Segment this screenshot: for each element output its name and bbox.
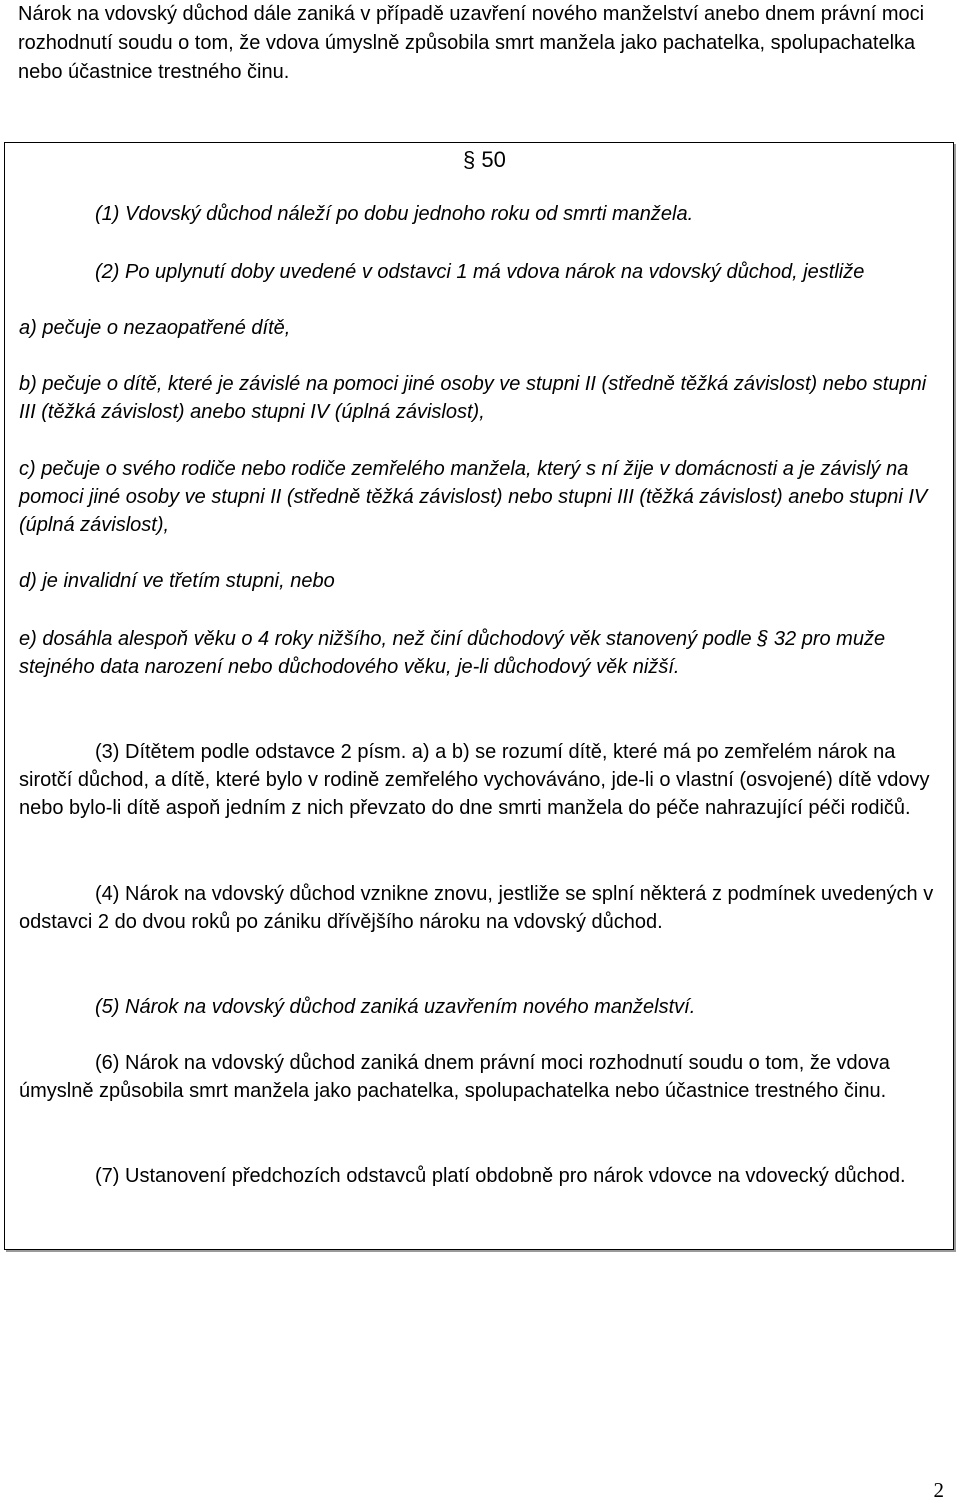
paragraph-2d: d) je invalidní ve třetím stupni, nebo: [19, 570, 335, 592]
paragraph-2e: e) dosáhla alespoň věku o 4 roky nižšího, než činí důchodový věk stanovený podle § 32 pro muže stejného data narození nebo důchodového věku, je-li důchodový věk nižší.: [19, 628, 886, 678]
section-heading: § 50: [463, 147, 506, 172]
section-box: [4, 142, 954, 1250]
paragraph-2b: b) pečuje o dítě, které je závislé na pomoci jiné osoby ve stupni II (středně těžká závislost) nebo stupni III (těžká závislost) anebo stupni IV (úplná závislost),: [19, 373, 927, 423]
paragraph-2c: c) pečuje o svého rodiče nebo rodiče zemřelého manžela, který s ní žije v domácnosti a je závislý na pomoci jiné osoby ve stupni II (středně těžká závislost) nebo stupni III (těžká závislost) anebo stupni IV (úplná závislost),: [19, 458, 928, 536]
page-number: 2: [933, 1478, 944, 1502]
paragraph-6: (6) Nárok na vdovský důchod zaniká dnem právní moci rozhodnutí soudu o tom, že vdova úmyslně způsobila smrt manžela jako pachatelka, spolupachatelka nebo účastnice trestného činu.: [19, 1052, 890, 1102]
intro-paragraph: Nárok na vdovský důchod dále zaniká v případě uzavření nového manželství anebo dnem právní moci rozhodnutí soudu o tom, že vdova úmyslně způsobila smrt manžela jako pachatelka, spolupachatelka nebo účastnice trestného činu.: [18, 3, 925, 83]
paragraph-5: (5) Nárok na vdovský důchod zaniká uzavřením nového manželství.: [95, 996, 696, 1018]
paragraph-7: (7) Ustanovení předchozích odstavců platí obdobně pro nárok vdovce na vdovecký důchod.: [95, 1165, 906, 1187]
paragraph-3: (3) Dítětem podle odstavce 2 písm. a) a b) se rozumí dítě, které má po zemřelém nárok na sirotčí důchod, a dítě, které bylo v rodině zemřelého vychováváno, jde-li o vlastní (osvojené) dítě vdovy nebo bylo-li dítě aspoň jedním z nich převzato do dne smrti manžela do péče nahrazující péči rodičů.: [19, 741, 930, 819]
paragraph-2a: a) pečuje o nezaopatřené dítě,: [19, 317, 291, 339]
paragraph-1: (1) Vdovský důchod náleží po dobu jednoho roku od smrti manžela.: [95, 203, 694, 225]
paragraph-4: (4) Nárok na vdovský důchod vznikne znovu, jestliže se splní některá z podmínek uvedených v odstavci 2 do dvou roků po zániku dřívějšího nároku na vdovský důchod.: [19, 883, 934, 933]
paragraph-2: (2) Po uplynutí doby uvedené v odstavci 1 má vdova nárok na vdovský důchod, jestliže: [95, 261, 865, 283]
